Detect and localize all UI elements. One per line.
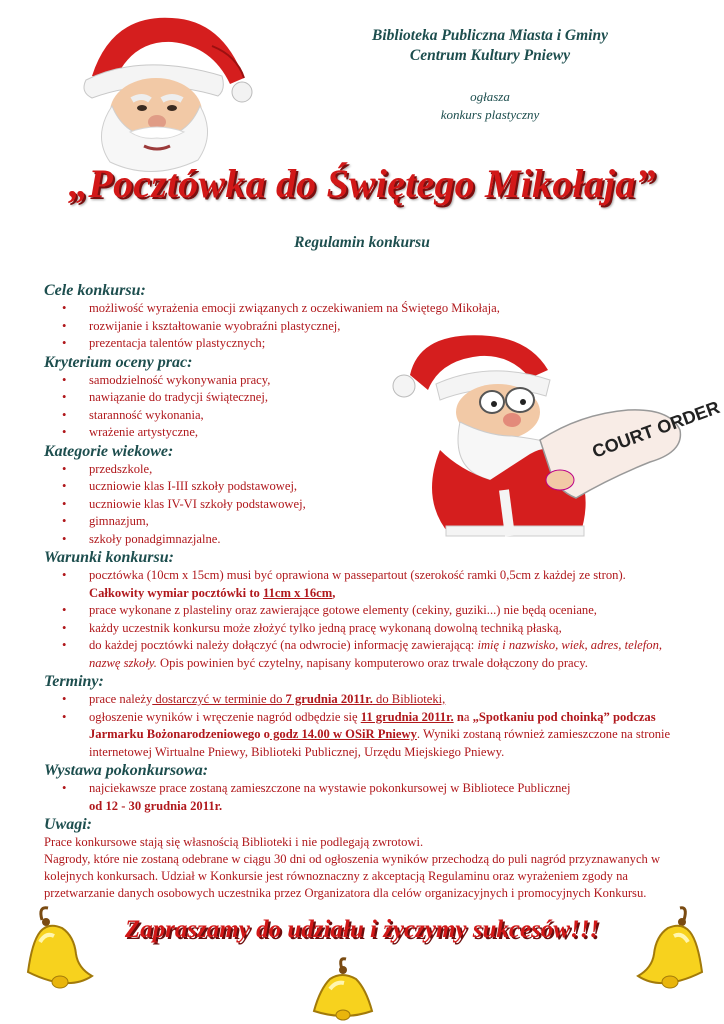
list-item (44, 709, 674, 762)
list-item: • każdy uczestnik konkursu może złożyć tylko jedną pracę wykonaną dowolną techniką płaską, (44, 620, 674, 638)
uwagi-text-2: Nagrody, które nie zostaną odebrane w ciągu 30 dni od ogłoszenia wyników przechodzą do puli nagród przyznawanych w kolejnych konkursach. Udział w Konkursie jest równoznaczny z akceptacją Regulaminu oraz wyrażeniem zgody na przetwarzanie danych osobowych uczestnika przez Organizatora dla celów organizacyjnych i promocyjnych Konkursu. (44, 852, 661, 900)
kategorie-list (44, 461, 674, 549)
warunki-item4-text: do każdej pocztówki należy dołączyć (na odwrocie) informację zawierającą: (89, 638, 478, 652)
list-item: • prace wykonane z plasteliny oraz zawierające gotowe elementy (cekiny, guziki...) nie będą oceniane, (44, 602, 674, 620)
terminy-item2-g: . Wyniki zostaną również zamieszczone na stronie internetowej Wirtualne Pniewy, Biblioteki Publicznej, Urzędu Miejskiego Pniewy. (89, 727, 671, 759)
warunki-total-size-value: 11cm x 16cm (262, 585, 333, 600)
terminy-item1-b: dostarczyć w terminie do (152, 692, 286, 706)
list-item (44, 567, 674, 602)
announce-line2: konkurs plastyczny (440, 107, 540, 122)
wystawa-list (44, 780, 674, 815)
list-item: • nawiązanie do tradycji świątecznej, (44, 389, 674, 407)
list-item: • rozwijanie i kształtowanie wyobraźni plastycznej, (44, 318, 674, 336)
terminy-result-date: 11 grudnia 2011r. (360, 709, 454, 724)
list-item: • uczniowie klas I-III szkoły podstawowej, (44, 478, 674, 496)
warunki-item4-note: Opis powinien być czytelny, napisany komputerowo oraz trwale dołączony do pracy. (156, 655, 588, 670)
announce-line1: ogłasza (470, 89, 510, 104)
terminy-item1-a: prace należy (89, 692, 153, 706)
list-item (44, 691, 674, 709)
terminy-deadline: 7 grudnia 2011r. (285, 692, 373, 706)
list-item: • możliwość wyrażenia emocji związanych z oczekiwaniem na Świętego Mikołaja, (44, 300, 674, 318)
terminy-event-time: godz 14.00 w OSiR Pniewy (269, 727, 417, 741)
organizer-name-line2: Centrum Kultury Pniewy (409, 47, 571, 64)
section-heading-kategorie: Kategorie wiekowe: (44, 442, 174, 460)
rules-content (44, 281, 674, 902)
santa-head-illustration (52, 6, 252, 174)
warunki-total-size-label: Całkowity wymiar pocztówki to (89, 585, 263, 600)
christmas-bell-icon (302, 955, 384, 1021)
section-heading-wystawa: Wystawa pokonkursowa: (44, 762, 209, 779)
cele-list (44, 300, 674, 353)
list-item: • przedszkole, (44, 461, 674, 479)
contest-title: „Pocztówka do Świętego Mikołaja” (68, 161, 656, 206)
terminy-item2-a: ogłoszenie wyników i wręczenie nagród odbędzie się (89, 709, 361, 724)
list-item: • samodzielność wykonywania pracy, (44, 372, 674, 390)
warunki-item1-text: pocztówka (10cm x 15cm) musi być oprawiona w passepartout (szerokość ramki 0,5cm z każdej ze stron). (89, 568, 626, 582)
rules-subtitle: Regulamin konkursu (294, 234, 430, 251)
section-heading-warunki: Warunki konkursu: (44, 549, 174, 566)
list-item: • prezentacja talentów plastycznych; (44, 335, 674, 353)
scroll-text: COURT ORDER (589, 397, 723, 462)
warunki-item4-fields: imię i nazwisko, wiek, adres, telefon, nazwę szkoły. (89, 638, 663, 670)
section-heading-cele: Cele konkursu: (44, 282, 146, 299)
list-item: • staranność wykonania, (44, 407, 674, 425)
section-heading-kryterium: Kryterium oceny prac: (44, 353, 193, 371)
list-item (44, 780, 674, 815)
terminy-event-name: „Spotkaniu pod choinką” podczas Jarmarku Bożonarodzeniowego o (89, 709, 656, 741)
wystawa-dates: od 12 - 30 grudnia 2011r. (89, 798, 223, 813)
organizer-name-line1: Biblioteka Publiczna Miasta i Gminy (372, 27, 608, 44)
list-item: • uczniowie klas IV-VI szkoły podstawowej, (44, 496, 674, 514)
uwagi-text-1: Prace konkursowe stają się własnością Biblioteki i nie podlegają zwrotowi. (44, 835, 424, 849)
organizer-header (300, 26, 680, 124)
wystawa-item1-text: najciekawsze prace zostaną zamieszczone na wystawie pokonkursowej w Bibliotece Publicznej (89, 781, 571, 795)
list-item: • wrażenie artystyczne, (44, 424, 674, 442)
warunki-comma: , (332, 585, 336, 600)
list-item: • gimnazjum, (44, 513, 674, 531)
section-heading-terminy: Terminy: (44, 673, 104, 690)
terminy-item1-d: do Biblioteki, (372, 692, 446, 706)
terminy-item2-d: a (463, 709, 473, 724)
terminy-list (44, 691, 674, 761)
list-item: • szkoły ponadgimnazjalne. (44, 531, 674, 549)
closing-invitation: Zapraszamy do udziału i życzymy sukcesów!!! (124, 916, 600, 943)
list-item (44, 637, 674, 672)
section-heading-uwagi: Uwagi: (44, 816, 92, 833)
terminy-item2-c: n (453, 709, 464, 724)
kryterium-list (44, 372, 674, 442)
warunki-list (44, 567, 674, 672)
